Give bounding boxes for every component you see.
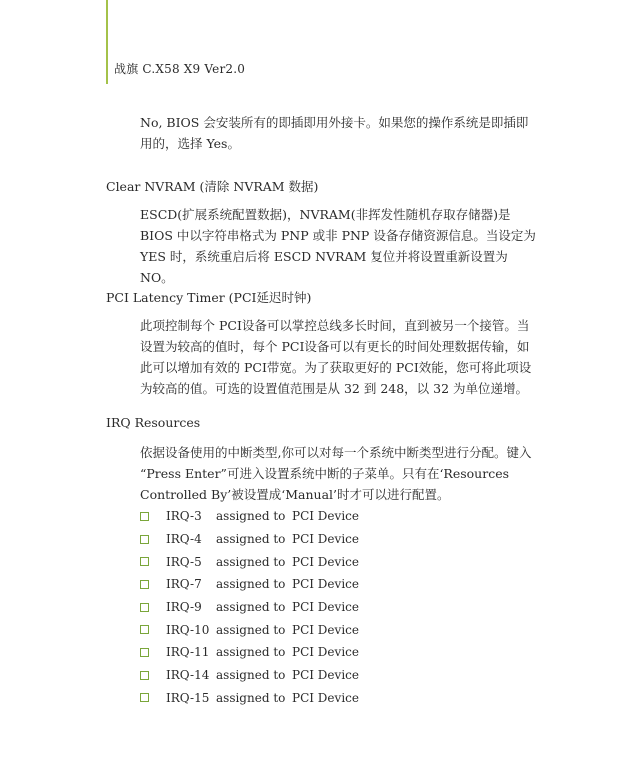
margin-rule [106,0,108,84]
irq-device: PCI Device [292,554,359,569]
checkbox-bullet-icon [140,648,149,657]
irq-resources-heading: IRQ Resources [106,415,201,430]
irq-device: PCI Device [292,600,359,615]
irq-assigned-label: assigned to [216,532,286,547]
list-item [140,641,359,664]
pci-latency-paragraph: 此项控制每个 PCI设备可以掌控总线多长时间，直到被另一个接管。当设置为较高的值时，每个 PCI设备可以有更长的时间处理数据传输，如此可以增加有效的 PCI带宽。为了获取更好的 PCI效能，您可将此项设为较高的值。可选的设置值范围是从 32 到 248，以 32 为单位递增。 [140,318,532,396]
irq-name: IRQ-15 [166,690,210,705]
checkbox-bullet-icon [140,535,149,544]
list-item [140,596,359,619]
page-header: 战旗 C.X58 X9 Ver2.0 [114,62,246,76]
list-item [140,505,359,528]
irq-name: IRQ-3 [166,509,202,524]
intro-paragraph: No, BIOS 会安装所有的即插即用外接卡。如果您的操作系统是即插即用的，选择 Yes。 [140,115,529,151]
irq-assigned-label: assigned to [216,668,286,683]
irq-name: IRQ-11 [166,645,210,660]
irq-assigned-label: assigned to [216,622,286,637]
pci-latency-heading: PCI Latency Timer (PCI延迟时钟) [106,290,312,305]
irq-device: PCI Device [292,690,359,705]
list-item [140,528,359,551]
list-item [140,550,359,573]
checkbox-bullet-icon [140,512,149,521]
irq-resources-paragraph: 依据设备使用的中断类型,你可以对每一个系统中断类型进行分配。键入 “Press Enter”可进入设置系统中断的子菜单。只有在‘Resources Controlled By’被设置成‘Manual’时才可以进行配置。 [140,445,532,502]
irq-name: IRQ-9 [166,600,202,615]
irq-device: PCI Device [292,668,359,683]
checkbox-bullet-icon [140,693,149,702]
irq-name: IRQ-5 [166,554,202,569]
irq-assigned-label: assigned to [216,554,286,569]
checkbox-bullet-icon [140,625,149,634]
list-item [140,573,359,596]
list-item [140,618,359,641]
irq-name: IRQ-10 [166,622,210,637]
irq-assigned-label: assigned to [216,690,286,705]
checkbox-bullet-icon [140,671,149,680]
clear-nvram-paragraph: ESCD(扩展系统配置数据)，NVRAM(非挥发性随机存取存储器)是 BIOS 中以字符串格式为 PNP 或非 PNP 设备存储资源信息。当设定为 YES 时，系统重启后将 ESCD NVRAM 复位并将设置重新设置为 NO。 [140,207,536,285]
irq-device: PCI Device [292,577,359,592]
irq-assignment-list [140,505,359,709]
clear-nvram-heading: Clear NVRAM (清除 NVRAM 数据) [106,179,319,194]
irq-assigned-label: assigned to [216,645,286,660]
list-item [140,664,359,687]
checkbox-bullet-icon [140,557,149,566]
irq-device: PCI Device [292,509,359,524]
checkbox-bullet-icon [140,580,149,589]
irq-assigned-label: assigned to [216,577,286,592]
irq-assigned-label: assigned to [216,600,286,615]
irq-assigned-label: assigned to [216,509,286,524]
irq-name: IRQ-4 [166,532,202,547]
checkbox-bullet-icon [140,603,149,612]
irq-name: IRQ-14 [166,668,210,683]
irq-device: PCI Device [292,622,359,637]
irq-device: PCI Device [292,645,359,660]
list-item [140,687,359,710]
irq-name: IRQ-7 [166,577,202,592]
irq-device: PCI Device [292,532,359,547]
